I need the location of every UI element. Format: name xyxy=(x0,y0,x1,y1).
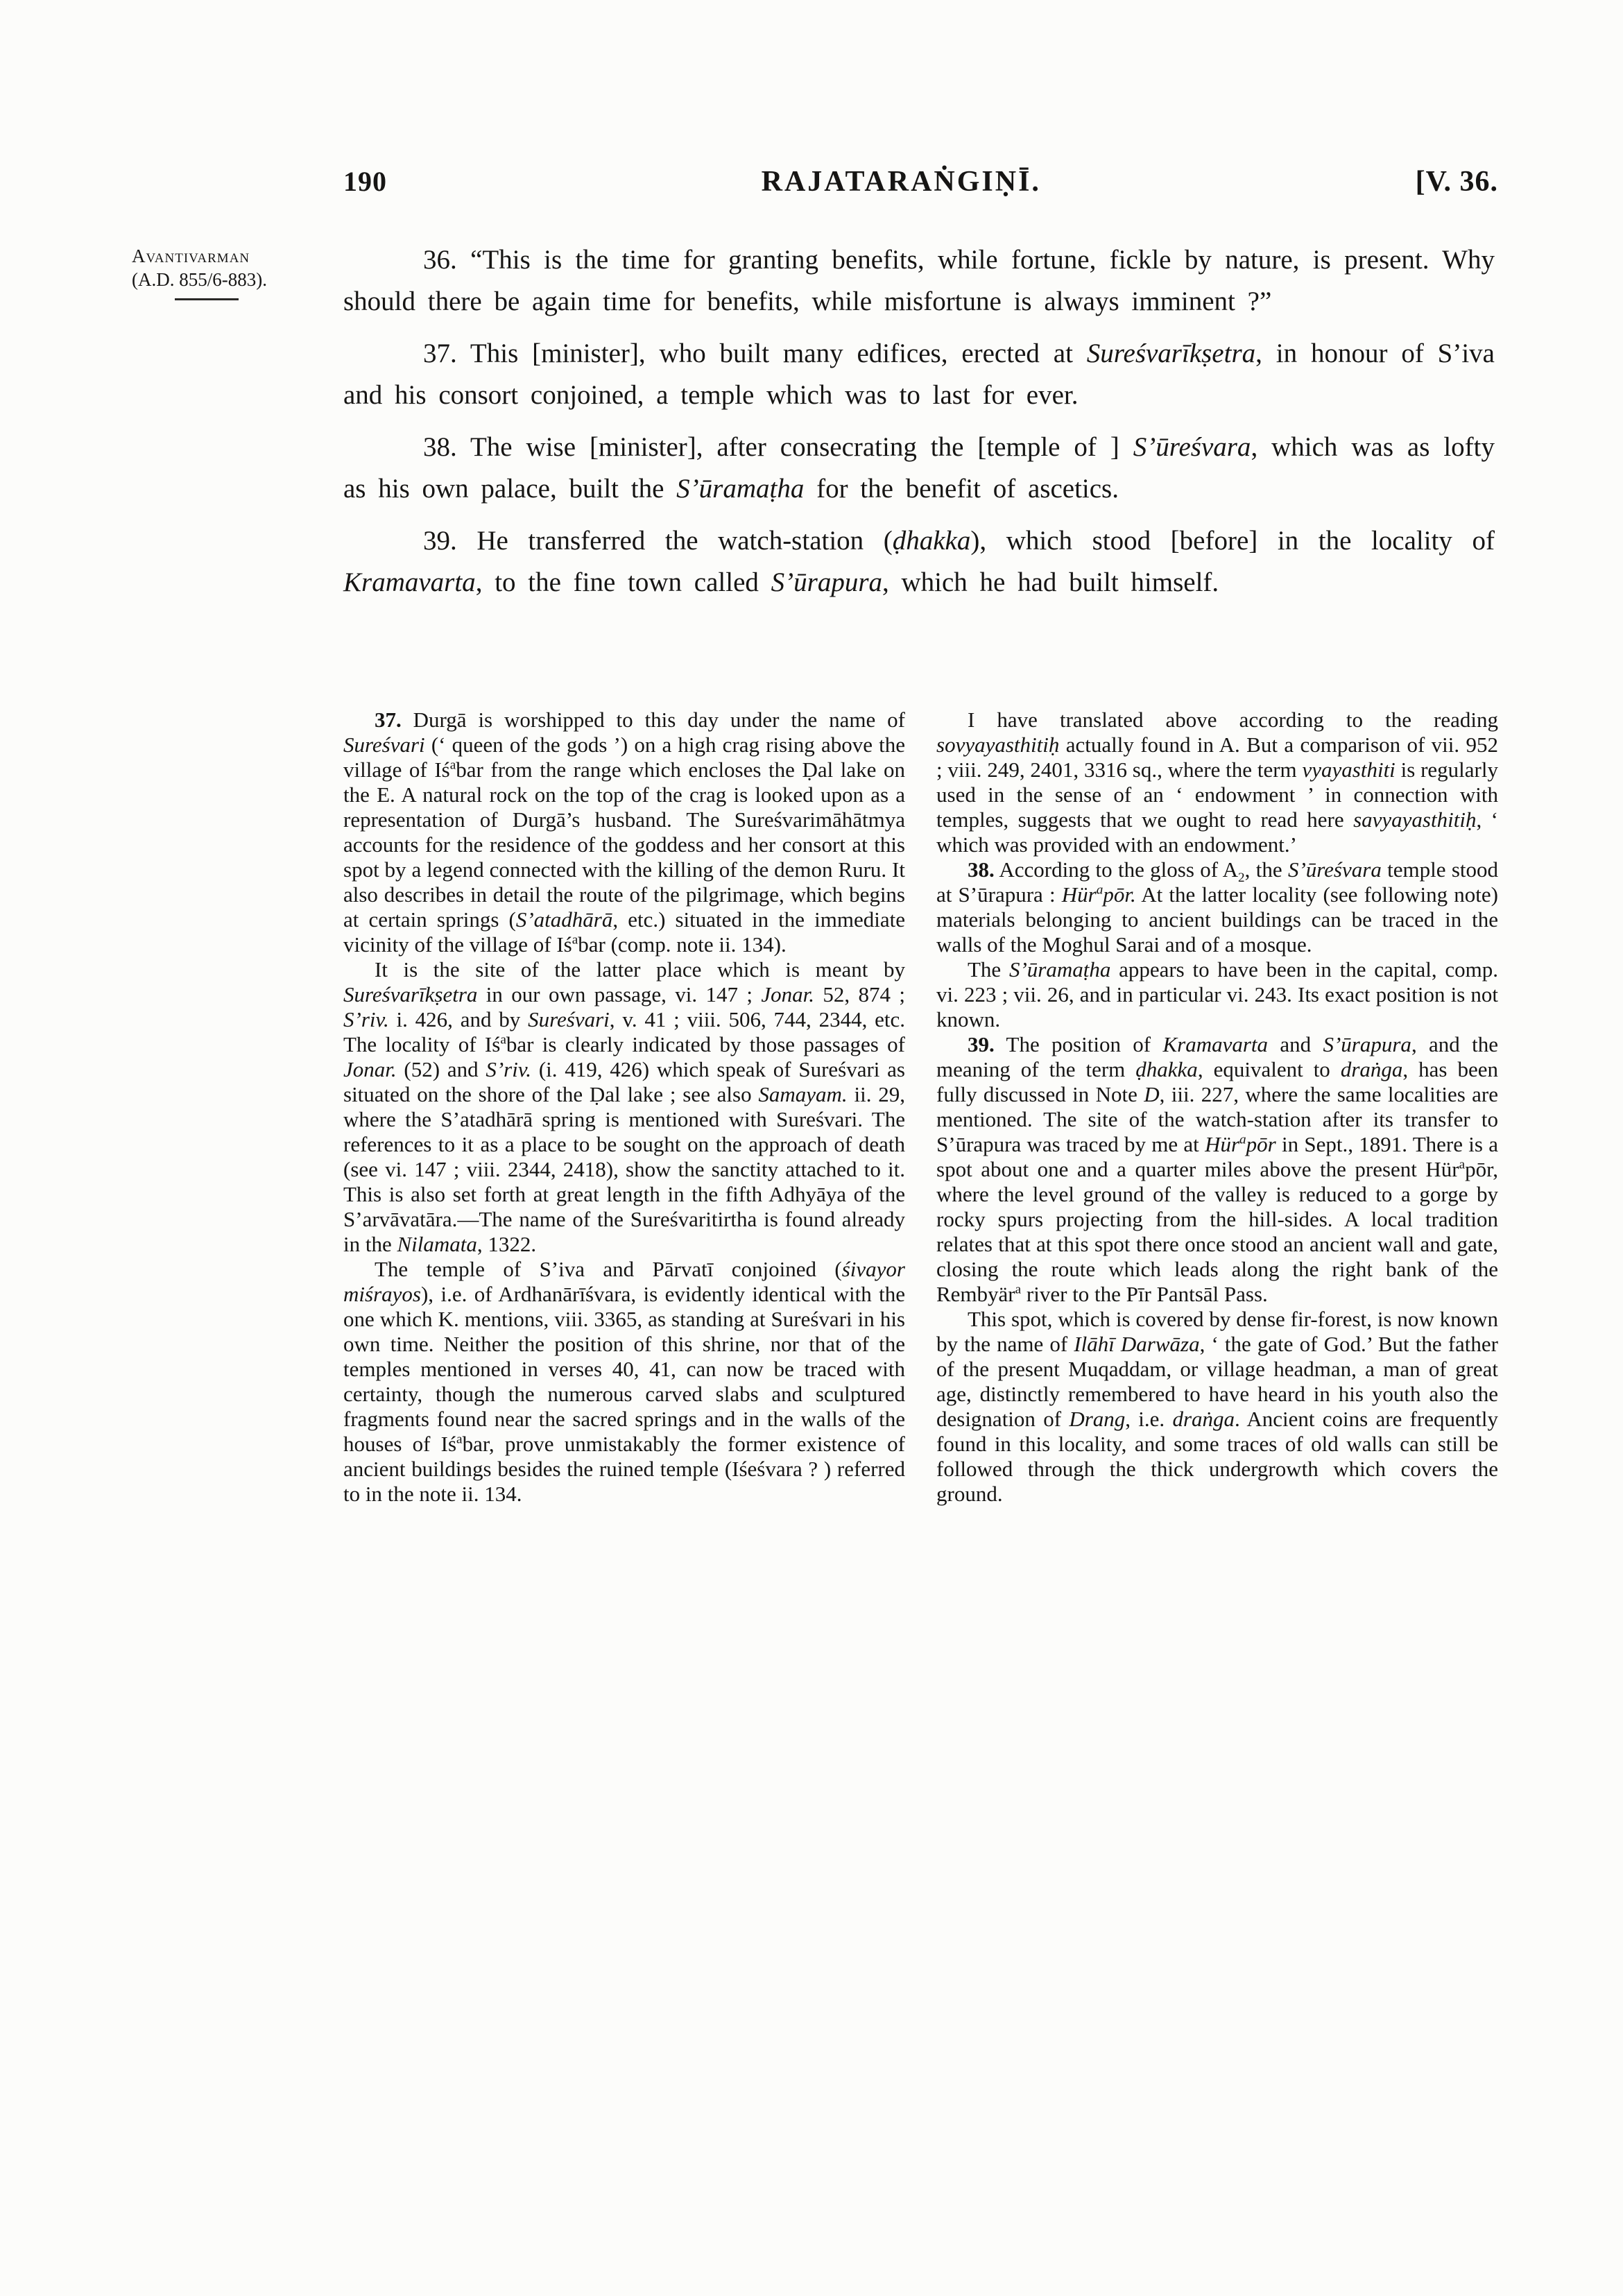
verse-paragraph-39: 39. He transferred the watch-station (ḍhakka), which stood [before] in the locality of Kramavarta, to the fine town called S’ūrapura, which he had built himself. xyxy=(343,526,1495,597)
footnote-paragraph: 37. Durgā is worshipped to this day under the name of Sureśvari (‘ queen of the gods ’) on a high crag rising above the village of $Iś^abar$ from the range which encloses the Ḍal lake on the E. A natural rock on the top of the crag is looked upon as a representation of Durgā’s husband. The Sureśvarimāhātmya accounts for the residence of the goddess and her consort at this spot by a legend connected with the killing of the demon Ruru. It also describes in detail the route of the pilgrimage, which begins at certain springs (S’atadhārā, etc.) situated in the immediate vicinity of the village of $Iś^abar$ (comp. note ii. 134). xyxy=(343,708,906,957)
verse-paragraph-38: 38. The wise [minister], after consecrating the [temple of ] S’ūreśvara, which was as lofty as his own palace, built the S’ūramaṭha for the benefit of ascetics. xyxy=(343,432,1495,504)
footnote-column-left xyxy=(343,708,905,1507)
verse-paragraph-36: 36. “This is the time for granting benefits, while fortune, fickle by nature, is present. Why should there be again time for benefits, while misfortune is always imminent ?” xyxy=(343,245,1495,316)
footnote-column-right xyxy=(936,708,1498,1507)
margin-note xyxy=(132,244,312,300)
footnotes-section xyxy=(343,708,1498,1507)
margin-note-reign-dates: (A.D. 855/6-883). xyxy=(132,269,267,290)
margin-note-ruler-name: Avantivarman xyxy=(132,246,250,266)
footnote-paragraph: It is the site of the latter place which is meant by Sureśvarīkṣetra in our own passage, vi. 147 ; Jonar. 52, 874 ; S’riv. i. 426, and by Sureśvari, v. 41 ; viii. 506, 744, 2344, etc. The locality of $Iś^abar$ is clearly indicated by those passages of Jonar. (52) and S’riv. (i. 419, 426) which speak of Sureśvari as situated on the shore of the Ḍal lake ; see also Samayam. ii. 29, where the S’atadhārā spring is mentioned with Sureśvari. The references to it as a place to be sought on the approach of death (see vi. 147 ; viii. 2344, 2418), show the sanctity attached to it. This is also set forth at great length in the fifth Adhyāya of the S’arvāvatāra.—The name of the Sureśvaritirtha is found already in the Nilamata, 1322. xyxy=(343,957,905,1256)
running-title: RAJATARAṄGIṆĪ. xyxy=(761,166,1041,198)
verse-text-block xyxy=(343,239,1495,614)
footnote-paragraph: 38. According to the gloss of $A_2$, the S’ūreśvara temple stood at S’ūrapura : Hür$^a$pōr. At the latter locality (see following note) materials belonging to ancient buildings can be traced in the walls of the Moghul Sarai and of a mosque. xyxy=(936,857,1499,957)
page-header xyxy=(343,165,1498,198)
footnote-paragraph: This spot, which is covered by dense fir-forest, is now known by the name of Ilāhī Darwāza, ‘ the gate of God.’ But the father of the present Muqaddam, or village headman, a man of great age, distinctly remembered to have heard in his youth also the designation of Drang, i.e. draṅga. Ancient coins are frequently found in this locality, and some traces of old walls can still be followed through the thick undergrowth which covers the ground. xyxy=(936,1307,1498,1506)
footnote-paragraph: I have translated above according to the reading sovyayasthitiḥ actually found in A. But a comparison of vii. 952 ; viii. 249, 2401, 3316 sq., where the term vyayasthiti is regularly used in the sense of an ‘ endowment ’ in connection with temples, suggests that we ought to read here savyayasthitiḥ, ‘ which was provided with an endowment.’ xyxy=(936,708,1499,857)
verse-reference: [V. 36. xyxy=(1415,166,1498,198)
footnote-paragraph: The S’ūramaṭha appears to have been in the capital, comp. vi. 223 ; vii. 26, and in particular vi. 243. Its exact position is not known. xyxy=(936,957,1498,1031)
margin-note-rule xyxy=(175,298,239,300)
footnote-paragraph: The temple of S’iva and Pārvatī conjoined (śivayor miśrayos), i.e. of Ardhanārīśvara, is evidently identical with the one which K. mentions, viii. 3365, as standing at Sureśvari in his own time. Neither the position of this shrine, nor that of the temples mentioned in verses 40, 41, can now be traced with certainty, though the numerous carved slabs and sculptured fragments found near the sacred springs and in the walls of the houses of $Iś^abar$, prove unmistakably the former existence of ancient buildings besides the ruined temple (Iśeśvara ? ) referred to in the note ii. 134. xyxy=(343,1257,905,1506)
verse-paragraph-37: 37. This [minister], who built many edifices, erected at Sureśvarīkṣetra, in honour of S’iva and his consort conjoined, a temple which was to last for ever. xyxy=(343,339,1495,410)
footnote-paragraph: 39. The position of Kramavarta and S’ūrapura, and the meaning of the term ḍhakka, equivalent to draṅga, has been fully discussed in Note D, iii. 227, where the same localities are mentioned. The site of the watch-station after its transfer to S’ūrapura was traced by me at Hür$^a$pōr in Sept., 1891. There is a spot about one and a quarter miles above the present Hür$^a$pōr, where the level ground of the valley is reduced to a gorge by rocky spurs projecting from the hill-sides. A local tradition relates that at this spot there once stood an ancient wall and gate, closing the route which leads along the right bank of the Rembyär$^a$ river to the Pīr Pantsāl Pass. xyxy=(936,1032,1498,1306)
page-number: 190 xyxy=(343,166,387,197)
